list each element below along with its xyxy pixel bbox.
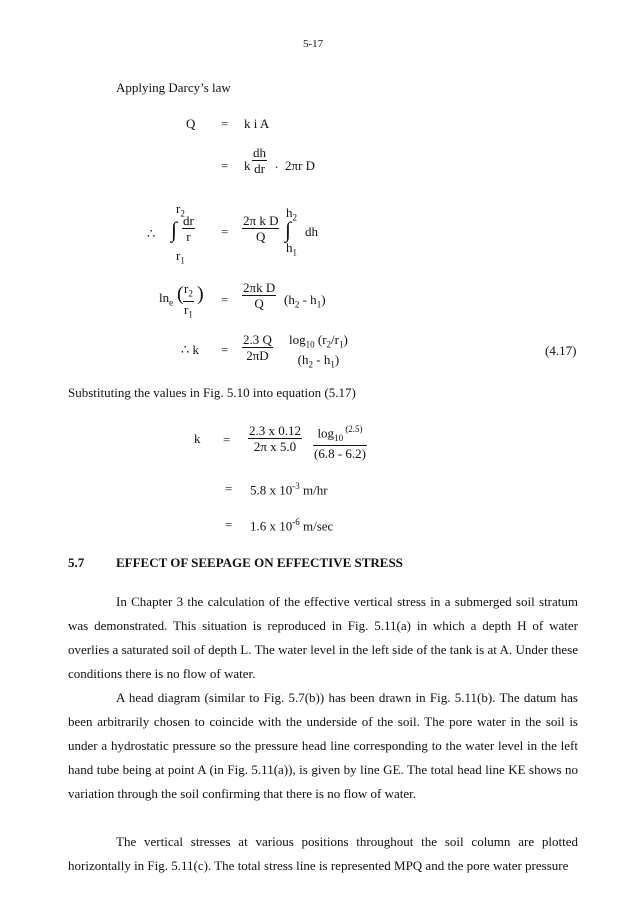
eq2-op: =: [221, 158, 229, 173]
eq6-log-fraction: [313, 422, 367, 461]
eq5-log-fraction: [288, 333, 349, 372]
eq3-rhs-den: Q: [256, 229, 266, 244]
eq4-ratio: [183, 282, 194, 322]
eq3-h-lower: $h_1$: [286, 240, 297, 258]
eq5-num: 2.3 Q: [243, 332, 272, 347]
eq4-ln: $\ln_e$: [159, 290, 174, 308]
eq5-log-den: $(h_2 - h_1)$: [297, 351, 340, 370]
eq4-rparen: ): [197, 283, 204, 305]
eq2-rest: 2πr D: [285, 158, 316, 173]
eq4-ratio-bot: $r_1$: [184, 301, 193, 320]
eq5-lhs: ∴ k: [181, 342, 200, 357]
eq3-h-upper: $h_2$: [286, 205, 297, 223]
section-number: 5.7: [68, 555, 85, 570]
eq2-dot: .: [275, 156, 279, 171]
eq3-int-lower: $r_1$: [176, 248, 185, 266]
intro-text: Applying Darcy’s law: [116, 80, 231, 95]
eq3-lhs-fraction: [182, 214, 195, 244]
paragraph-1: In Chapter 3 the calculation of the effective vertical stress in a submerged soil stratum was demonstrated. This situation is reproduced in Fig. 5.11(a) in which a depth H of water overlies a saturated soil of depth L. The water level in the left side of the tank is at A. Under these conditions there is no flow of water.: [68, 594, 578, 681]
eq6-fraction: [248, 424, 302, 454]
eq3-rhs-fraction: [242, 214, 279, 244]
eq3-op: =: [221, 224, 229, 239]
eq5-op: =: [221, 342, 229, 357]
eq4-fraction: [242, 281, 276, 311]
eq7-value: 5.8 x $10^{-3}$ m/hr: [250, 481, 328, 498]
eq6-op: =: [223, 432, 231, 447]
eq1-op: =: [221, 116, 229, 131]
eq4-num: 2πk D: [243, 280, 276, 295]
eq2-fraction: [252, 146, 267, 176]
eq5-log-num: $\log_{10} (r_2/r_1)$: [289, 332, 348, 350]
page-number: 5-17: [303, 38, 324, 50]
eq7-op: =: [225, 481, 233, 496]
substitute-text: Substituting the values in Fig. 5.10 into equation (5.17): [68, 385, 356, 400]
eq1-rhs: k i A: [244, 116, 270, 131]
eq4-ratio-top: $r_2$: [183, 282, 194, 302]
eq8-op: =: [225, 517, 233, 532]
eq4-op: =: [221, 292, 229, 307]
eq5-number: (4.17): [545, 343, 577, 358]
eq3-rhs-num: 2π k D: [243, 213, 279, 228]
eq2-num: dh: [253, 145, 266, 160]
eq8-value: 1.6 x $10^{-6}$ m/sec: [250, 517, 334, 534]
section-title: EFFECT OF SEEPAGE ON EFFECTIVE STRESS: [116, 555, 403, 570]
eq6-num: 2.3 x 0.12: [249, 423, 301, 438]
eq3-h-integral-sign: ∫: [285, 217, 292, 242]
eq6-lhs: k: [194, 431, 201, 446]
paragraph-2: A head diagram (similar to Fig. 5.7(b)) has been drawn in Fig. 5.11(b). The datum has been arbitrarily chosen to coincide with the underside of the soil. The pore water in the soil is under a hydrostatic pressure so the pressure head line corresponding to the water level in the left hand tube being at point A (in Fig. 5.11(a)), is given by line GE. The total head line KE shows no variation through the soil confirming that there is no flow of water.: [68, 690, 578, 801]
eq3-dh: dh: [305, 224, 318, 239]
eq3-int-upper: $r_2$: [176, 201, 185, 219]
eq3-integral-sign: ∫: [171, 217, 178, 242]
eq4-rest: $(h_2 - h_1)$: [284, 292, 326, 310]
eq4-lparen: (: [177, 283, 184, 305]
eq6-log-num: $\log_{10} ^{(2.5)}$: [313, 422, 367, 446]
eq5-fraction: [242, 333, 273, 363]
eq1-lhs: Q: [186, 116, 196, 131]
eq3-num: dr: [183, 213, 194, 228]
eq3-den: r: [186, 229, 191, 244]
eq3-therefore: ∴: [147, 226, 156, 241]
eq6-log-den: (6.8 - 6.2): [314, 445, 366, 461]
eq2-k: k: [244, 158, 251, 173]
eq5-den: 2πD: [246, 348, 269, 363]
eq4-den: Q: [254, 296, 264, 311]
eq6-den: 2π x 5.0: [253, 439, 297, 454]
eq2-den: dr: [254, 161, 265, 176]
paragraph-3: The vertical stresses at various positions throughout the soil column are plotted horizontally in Fig. 5.11(c). The total stress line is represented MPQ and the pore water pressure: [68, 834, 578, 873]
